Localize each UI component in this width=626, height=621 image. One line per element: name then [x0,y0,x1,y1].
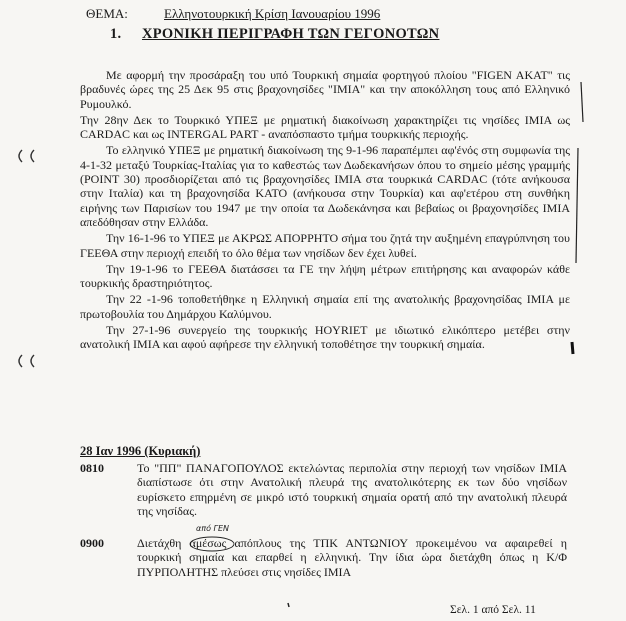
paragraph: Την 27-1-96 συνεργείο της τουρκικής HOYRIET με ιδιωτικό ελικόπτερο μετέβει στην ανατολική ΙΜΙΑ και αφού αφήρεσε την ελληνική τοποθέτησε την τουρκική σημαία. [80,323,570,352]
paragraph: Την 28ην Δεκ το Τουρκικό ΥΠΕΞ με ρηματική διακοίνωση χαρακτηρίζει τις νησίδες ΙΜΙΑ ως CARDAC και ως INTERGAL PART - αναπόσπαστο τμήμα τουρκικής περιοχής. [80,112,570,142]
binder-mark-icon [19,150,34,162]
page-footer: Σελ. 1 από Σελ. 11 [450,604,536,616]
section-heading [110,26,439,43]
log-text: Το "ΠΠ" ΠΑΝΑΓΟΠΟΥΛΟΣ εκτελώντας περιπολία στην περιοχή των νησίδων ΙΜΙΑ διαπίστωσε ότι στην Ανατολική πλευρά της ανατολικότερης εκ των δύο νησίδων ευρίσκετο επηρμένη σε μικρό ιστό τουρκική σημαία ορατή από την ανατολική πλευρά της νησίδας. [137,461,567,518]
paragraph: Την 22 -1-96 τοποθετήθηκε η Ελληνική σημαία επί της ανατολικής βραχονησίδας ΙΜΙΑ με πρωτοβουλία του Δημάρχου Καλύμνου. [80,292,570,321]
log-text: Διετάχθη αμέσως απόπλους της ΤΠΚ ΑΝΤΩΝΙΟΥ προκειμένου να αφαιρεθεί η τουρκική σημαία και επαρθεί η ελληνική. Την ίδια ώρα διετάχθη όπως η Κ/Φ ΠΥΡΠΟΛΗΤΗΣ πλεύσει στις νησίδες ΙΜΙΑ [137,536,567,579]
log-entry [80,461,580,518]
paragraph: Την 16-1-96 το ΥΠΕΞ με ΑΚΡΩΣ ΑΠΟΡΡΗΤΟ σήμα του ζητά την αυξημένη επαγρύπνηση του ΓΕΕΘΑ στην περιοχή επειδή το όλο θέμα των νησίδων δεν έχει λυθεί. [80,231,570,260]
log-time: 0810 [80,461,104,475]
margin-line-mark [581,82,583,122]
log-time: 0900 [80,536,104,550]
section-number: 1. [110,26,122,42]
handwritten-note: από ΓΕΝ [196,524,230,533]
subject-line [86,6,380,22]
chronicle-body [80,68,570,354]
log-entry [80,536,580,579]
subject-label: ΘΕΜΑ: [86,6,128,21]
subject-value: Ελληνοτουρκική Κρίση Ιανουαρίου 1996 [164,6,381,21]
section-title: ΧΡΟΝΙΚΗ ΠΕΡΙΓΡΑΦΗ ΤΩΝ ΓΕΓΟΝΟΤΩΝ [142,26,440,42]
pen-tick-mark [288,603,289,607]
margin-line-mark [576,148,578,263]
binder-mark-icon [19,355,34,367]
paragraph: Το ελληνικό ΥΠΕΞ με ρηματική διακοίνωση της 9-1-96 παραπέμπει αφ'ένός στη συμφωνία της 4-1-32 μεταξύ Τουρκίας-Ιταλίας για το καθεστώς των Δωδεκανήσων όπου το σημείο μέσης γραμμής (POINT 30) προσδιορίζεται από τις βραχονησίδες ΙΜΙΑ στα τουρκικά CARDAC (τότε ανήκουσα στην Ιταλία) και τη βραχονησίδα ΚΑΤΟ (ανήκουσα στην Τουρκία) και αφ'ετέρου στη συνθήκη ειρήνης των Παρισίων του 1947 με την οποία τα Δωδεκάνησα και βεβαίως οι βραχονησίδες ΙΜΙΑ απεδόθησαν στην Ελλάδα. [80,143,570,229]
paragraph: Την 19-1-96 το ΓΕΕΘΑ διατάσσει τα ΓΕ την λήψη μέτρων επιτήρησης και αναφορών κάθε τουρκικής δραστηριότητος. [80,261,570,291]
log-date-heading: 28 Ιαν 1996 (Κυριακή) [80,444,201,458]
margin-line-mark [572,342,573,354]
paragraph: Με αφορμή την προσάραξη του υπό Τουρκική σημαία φορτηγού πλοίου "FIGEN AKAT" τις βραδυνές ώρες της 25 Δεκ 95 στις βραχονησίδες "ΙΜΙΑ" και την αποκόλληση τους από Ελληνικό Ρυμουλκό. [80,68,570,111]
